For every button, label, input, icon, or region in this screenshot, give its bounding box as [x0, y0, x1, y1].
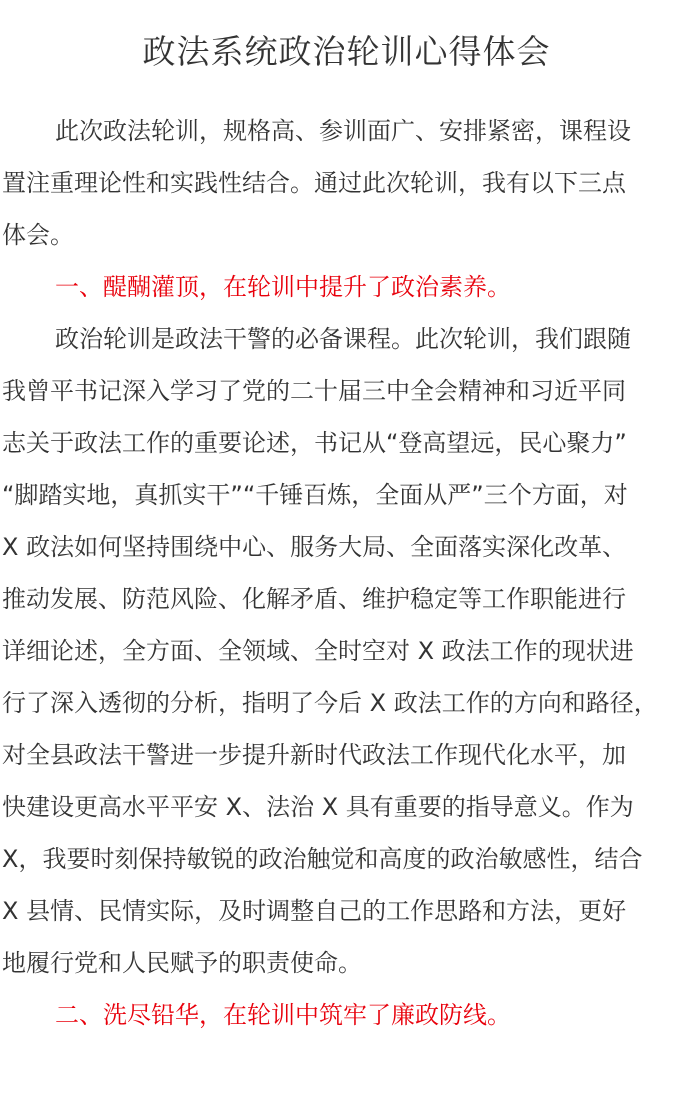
paragraph-line: X 政法如何坚持围绕中心、服务大局、全面落实深化改革、: [2, 533, 627, 561]
document-title: 政法系统政治轮训心得体会: [142, 32, 551, 71]
paragraph-line: 推动发展、防范风险、化解矛盾、维护稳定等工作职能进行: [2, 585, 626, 613]
paragraph-line: 行了深入透彻的分析，指明了今后 X 政法工作的方向和路径，: [2, 689, 658, 717]
paragraph-line: 我曾平书记深入学习了党的二十届三中全会精神和习近平同: [2, 377, 626, 405]
paragraph-line: “脚踏实地，真抓实干”“千锤百炼，全面从严”三个方面，对: [2, 481, 628, 509]
paragraph-line: X，我要时刻保持敏锐的政治触觉和高度的政治敏感性，结合: [2, 845, 643, 873]
paragraph-line: 置注重理论性和实践性结合。通过此次轮训，我有以下三点: [2, 169, 626, 197]
paragraph-line: 地履行党和人民赋予的职责使命。: [2, 949, 362, 977]
paragraph-line: X 县情、民情实际，及时调整自己的工作思路和方法，更好: [2, 897, 627, 925]
paragraph-line: 政治轮训是政法干警的必备课程。此次轮训，我们跟随: [55, 325, 631, 353]
paragraph-line: 此次政法轮训，规格高、参训面广、安排紧密，课程设: [55, 117, 631, 145]
paragraph-line: 体会。: [2, 221, 74, 249]
paragraph-line: 快建设更高水平平安 X、法治 X 具有重要的指导意义。作为: [2, 793, 634, 821]
section-heading-1: 一、醍醐灌顶，在轮训中提升了政治素养。: [55, 273, 511, 301]
section-heading-2: 二、洗尽铅华，在轮训中筑牢了廉政防线。: [55, 1001, 511, 1029]
paragraph-line: 志关于政法工作的重要论述，书记从“登高望远，民心聚力”: [2, 429, 627, 457]
paragraph-line: 对全县政法干警进一步提升新时代政法工作现代化水平，加: [2, 741, 626, 769]
paragraph-line: 详细论述，全方面、全领域、全时空对 X 政法工作的现状进: [2, 637, 634, 665]
